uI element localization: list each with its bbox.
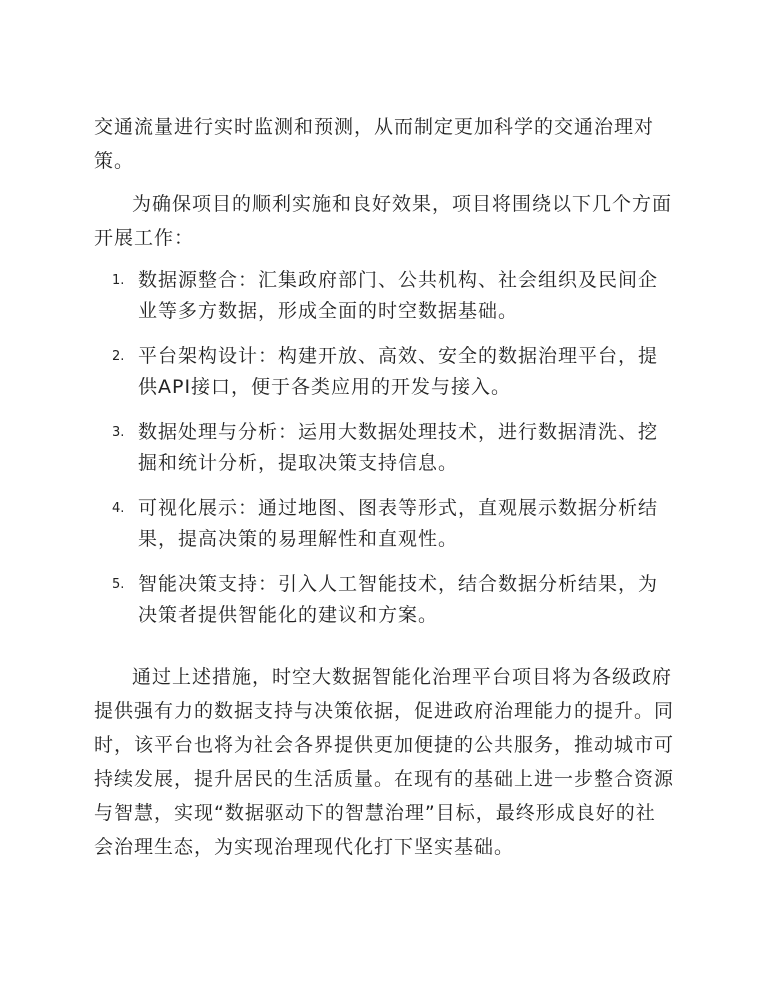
list-item-number: 3. (112, 425, 125, 440)
list-item-number: 1. (112, 273, 125, 288)
list-item-text: 可视化展示：通过地图、图表等形式，直观展示数据分析结果，提高决策的易理解性和直观性。 (138, 497, 659, 550)
list-item (94, 569, 674, 631)
intro-paragraph: 为确保项目的顺利实施和良好效果，项目将围绕以下几个方面开展工作： (94, 193, 673, 249)
list-item (94, 265, 674, 327)
list-item-number: 5. (112, 577, 125, 592)
list-item (94, 341, 674, 403)
list-item-text: 平台架构设计：构建开放、高效、安全的数据治理平台，提供API接口，便于各类应用的开发与接入。 (138, 345, 659, 398)
list-item (94, 493, 674, 555)
list-item-text: 数据源整合：汇集政府部门、公共机构、社会组织及民间企业等多方数据，形成全面的时空数据基础。 (138, 269, 659, 322)
list-item-text: 数据处理与分析：运用大数据处理技术，进行数据清洗、挖掘和统计分析，提取决策支持信息。 (138, 421, 659, 474)
summary-paragraph: 通过上述措施，时空大数据智能化治理平台项目将为各级政府提供强有力的数据支持与决策依据，促进政府治理能力的提升。同时，该平台也将为社会各界提供更加便捷的公共服务，推动城市可持续发展，提升居民的生活质量。在现有的基础上进一步整合资源与智慧，实现“数据驱动下的智慧治理”目标，最终形成良好的社会治理生态，为实现治理现代化打下坚实基础。 (94, 666, 675, 858)
list-item-number: 2. (112, 349, 125, 364)
list-item-text: 智能决策支持：引入人工智能技术，结合数据分析结果，为决策者提供智能化的建议和方案。 (138, 573, 659, 626)
list-item-number: 4. (112, 501, 125, 516)
continued-paragraph: 交通流量进行实时监测和预测，从而制定更加科学的交通治理对策。 (94, 116, 655, 172)
list-item (94, 417, 674, 479)
numbered-list (94, 265, 674, 645)
